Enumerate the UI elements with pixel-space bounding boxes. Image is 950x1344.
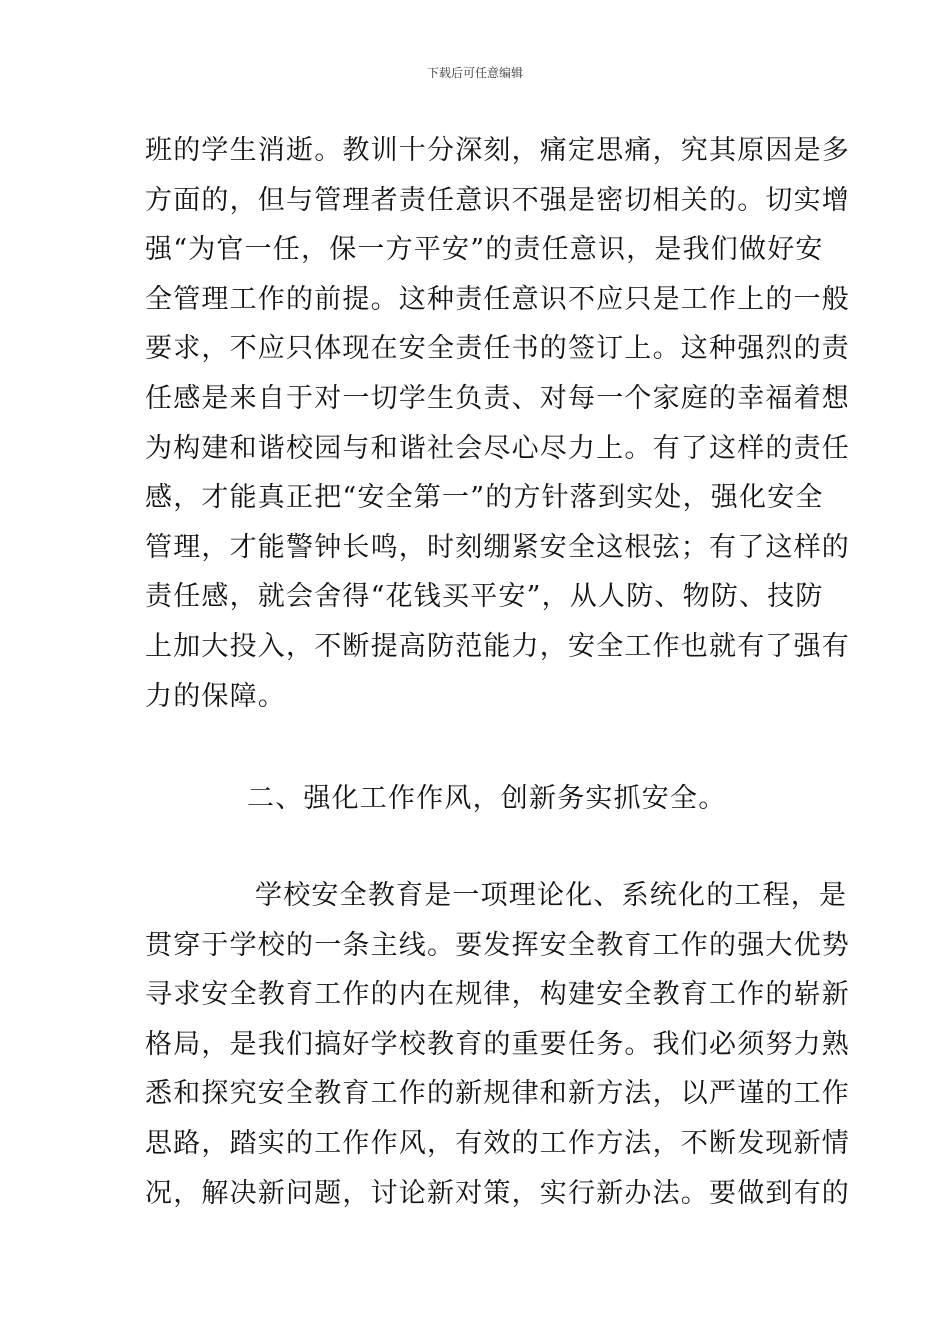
paragraph-line: 况，解决新问题，讨论新对策，实行新办法。要做到有的 [145, 1177, 850, 1209]
paragraph-line: 贯穿于学校的一条主线。要发挥安全教育工作的强大优势 [145, 929, 850, 961]
paragraph-line: 管理，才能警钟长鸣，时刻绷紧安全这根弦；有了这样的 [145, 531, 850, 563]
paragraph-line: 感，才能真正把“安全第一”的方针落到实处，强化安全 [145, 482, 824, 514]
paragraph-safety-education [145, 871, 850, 1218]
paragraph-line: 上加大投入，不断提高防范能力，安全工作也就有了强有 [145, 630, 850, 662]
paragraph-line: 责任感，就会舍得“花钱买平安”，从人防、物防、技防 [145, 581, 824, 613]
paragraph-line: 思路，踏实的工作作风，有效的工作方法，不断发现新情 [145, 1127, 850, 1159]
paragraph-line: 强“为官一任，保一方平安”的责任意识，是我们做好安 [145, 234, 824, 266]
page-header: 下载后可任意编辑 [426, 66, 523, 80]
paragraph-responsibility [145, 126, 850, 721]
paragraph-line: 为构建和谐校园与和谐社会尽心尽力上。有了这样的责任 [145, 432, 850, 464]
paragraph-line: 全管理工作的前提。这种责任意识不应只是工作上的一般 [145, 283, 850, 315]
paragraph-line: 悉和探究安全教育工作的新规律和新方法，以严谨的工作 [145, 1078, 850, 1110]
paragraph-line: 格局，是我们搞好学校教育的重要任务。我们必须努力熟 [145, 1028, 850, 1060]
paragraph-line: 任感是来自于对一切学生负责、对每一个家庭的幸福着想 [145, 382, 850, 414]
paragraph-line: 班的学生消逝。教训十分深刻，痛定思痛，究其原因是多 [145, 135, 850, 166]
paragraph-line: 寻求安全教育工作的内在规律，构建安全教育工作的崭新 [145, 979, 850, 1011]
paragraph-line: 要求，不应只体现在安全责任书的签订上。这种强烈的责 [145, 333, 850, 365]
section-heading: 二、强化工作作风，创新务实抓安全。 [247, 783, 727, 814]
paragraph-line: 学校安全教育是一项理论化、系统化的工程，是 [255, 880, 848, 911]
paragraph-line: 力的保障。 [145, 680, 286, 712]
paragraph-line: 方面的，但与管理者责任意识不强是密切相关的。切实增 [145, 184, 850, 216]
